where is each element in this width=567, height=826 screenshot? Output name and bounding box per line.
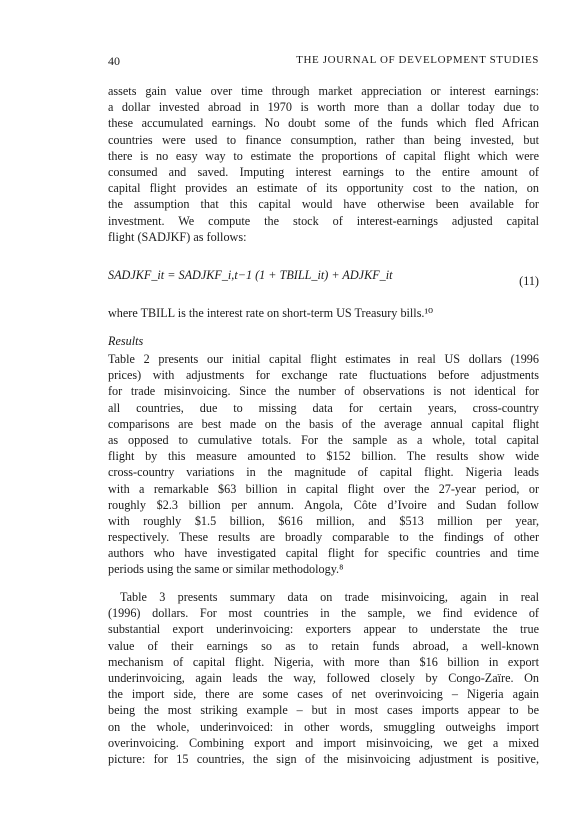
running-head: THE JOURNAL OF DEVELOPMENT STUDIES xyxy=(296,54,539,66)
text-line: the import side, there are some cases of net overinvoicing – Nigeria again xyxy=(108,687,539,702)
text-line: underinvoicing, again leads the way, followed closely by Congo-Zaïre. On xyxy=(108,670,539,685)
text-line: picture: for 15 countries, the sign of the misinvoicing adjustment is positive, xyxy=(108,751,539,766)
text-line: with a remarkable $63 billion in capital flight over the 27-year period, or xyxy=(108,481,539,496)
text-line: capital flight provides an estimate of its opportunity cost to the nation, on xyxy=(108,181,539,196)
text-line: Table 2 presents our initial capital flight estimates in real US dollars (1996 xyxy=(108,352,539,366)
text-line: value of their earnings so as to retain funds abroad, a well-known xyxy=(108,638,539,653)
text-line: prices) with adjustments for exchange rate fluctuations before adjustments xyxy=(108,368,539,383)
page-header xyxy=(108,54,539,70)
text-line: the assumption that this capital would have otherwise been available for xyxy=(108,197,539,212)
text-line: these accumulated earnings. No doubt some of the funds which fled African xyxy=(108,116,539,131)
text-line: with roughly $1.5 billion, $616 million, and $513 million per year, xyxy=(108,513,539,528)
equation-number: (11) xyxy=(519,274,539,288)
equation-definition: where TBILL is the interest rate on short-term US Treasury bills.¹⁰ xyxy=(108,306,434,320)
text-line: investment. We compute the stock of interest-earnings adjusted capital xyxy=(108,213,539,228)
text-line: Table 3 presents summary data on trade misinvoicing, again in real xyxy=(120,590,539,604)
page-number: 40 xyxy=(108,54,120,68)
paragraph-interest-earnings xyxy=(108,83,539,245)
text-line: countries were used to finance consumption, rather than being invested, but xyxy=(108,132,539,147)
text-line: roughly $2.3 billion per annum. Angola, Côte d’Ivoire and Sudan follow xyxy=(108,497,539,512)
text-line: cross-country variations in the magnitude of capital flight. Nigeria leads xyxy=(108,465,539,480)
paragraph-results-table2 xyxy=(108,351,539,578)
text-line: a dollar invested abroad in 1970 is worth more than a dollar today due to xyxy=(108,100,539,115)
paragraph-results-table3 xyxy=(108,589,539,767)
text-line: authors who have investigated capital flight for specific countries and time xyxy=(108,546,539,561)
text-line: flight by this measure amounted to $152 billion. The results show wide xyxy=(108,449,539,464)
text-line: as opposed to cumulative totals. For the sample as a whole, total capital xyxy=(108,432,539,447)
text-line: respectively. These results are broadly comparable to the findings of other xyxy=(108,530,539,545)
text-line: assets gain value over time through market appreciation or interest earnings: xyxy=(108,84,539,98)
text-line: mechanism of capital flight. Nigeria, with more than $16 billion in export xyxy=(108,654,539,669)
text-line: substantial export underinvoicing: exporters appear to understate the true xyxy=(108,622,539,637)
equation-body: SADJKF_it = SADJKF_i,t−1 (1 + TBILL_it) + ADJKF_it xyxy=(108,268,393,282)
text-line: for trade misinvoicing. Since the number of observations is not identical for xyxy=(108,384,539,399)
text-line: all countries, due to missing data for certain years, cross-country xyxy=(108,400,539,415)
text-line: being the most striking example – but in most cases imports appear to be xyxy=(108,703,539,718)
text-line: (1996) dollars. For most countries in the sample, we find evidence of xyxy=(108,606,539,621)
section-heading-results: Results xyxy=(108,334,144,348)
text-line: there is no easy way to estimate the proportions of capital flight which were xyxy=(108,148,539,163)
text-line: periods using the same or similar methodology.⁸ xyxy=(108,562,344,577)
text-line: on the whole, underinvoiced: in other words, smuggling outweighs import xyxy=(108,719,539,734)
text-line: comparisons are best made on the basis of the average annual capital flight xyxy=(108,416,539,431)
text-line: overinvoicing. Combining export and import misinvoicing, we get a mixed xyxy=(108,735,539,750)
text-line: consumed and saved. Imputing interest earnings to the entire amount of xyxy=(108,164,539,179)
text-line: flight (SADJKF) as follows: xyxy=(108,229,247,244)
equation-11 xyxy=(108,266,539,290)
